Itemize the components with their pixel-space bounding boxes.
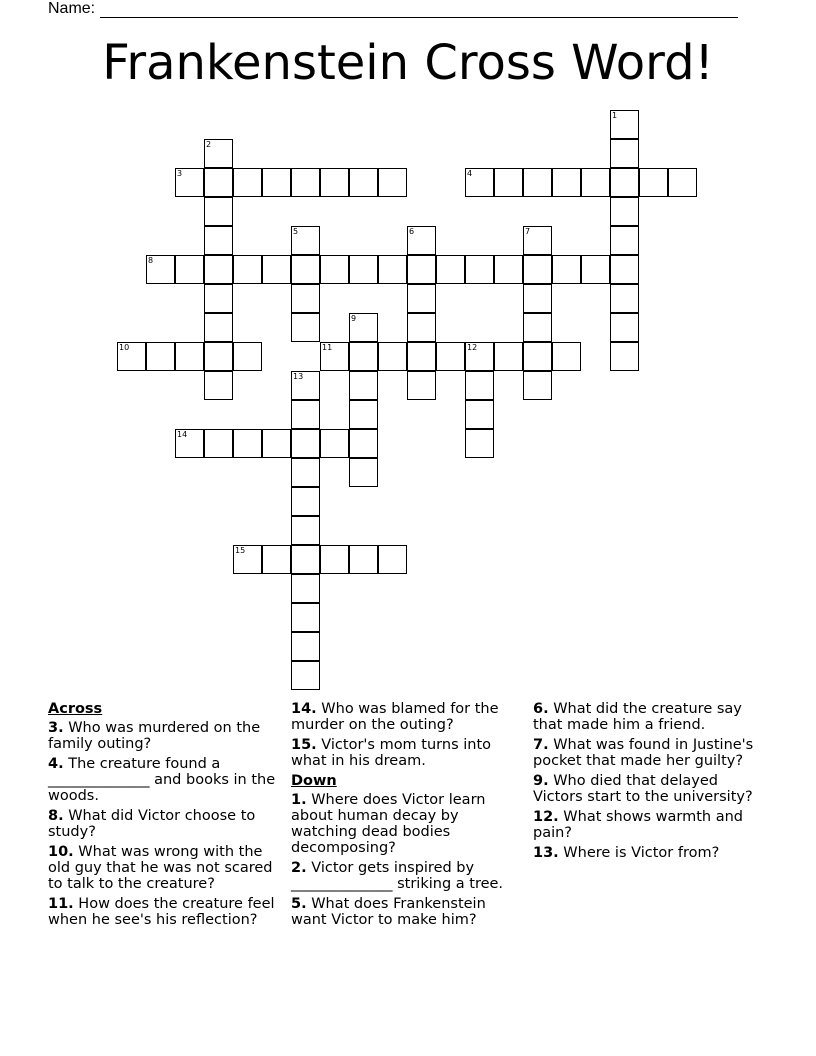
crossword-cell[interactable] <box>146 342 175 371</box>
crossword-cell[interactable] <box>639 168 668 197</box>
crossword-cell[interactable] <box>523 342 552 371</box>
clue-number: 4. <box>48 756 64 772</box>
crossword-cell[interactable] <box>204 342 233 371</box>
cell-number: 4 <box>467 169 473 178</box>
cell-number: 6 <box>409 227 415 236</box>
clue-down-12 <box>533 809 765 841</box>
crossword-cell[interactable] <box>291 255 320 284</box>
clue-text: Victor's mom turns into what in his dream. <box>291 737 492 769</box>
crossword-cell[interactable] <box>262 545 291 574</box>
crossword-cell[interactable] <box>262 168 291 197</box>
crossword-cell[interactable] <box>233 429 262 458</box>
cell-number: 14 <box>177 430 188 439</box>
crossword-cell[interactable] <box>610 255 639 284</box>
crossword-cell[interactable] <box>233 255 262 284</box>
crossword-cell[interactable] <box>175 168 204 197</box>
crossword-cell[interactable] <box>349 400 378 429</box>
clue-text: Where is Victor from? <box>563 845 720 861</box>
crossword-cell[interactable] <box>349 429 378 458</box>
clue-column-3 <box>533 701 765 865</box>
cell-number: 5 <box>293 227 299 236</box>
crossword-cell[interactable] <box>349 545 378 574</box>
crossword-cell[interactable] <box>668 168 697 197</box>
clue-across-10 <box>48 844 280 892</box>
clue-column-1 <box>48 701 280 932</box>
down-heading: Down <box>291 773 337 789</box>
clue-number: 1. <box>291 792 307 808</box>
clue-across-15 <box>291 737 523 769</box>
crossword-cell[interactable] <box>204 197 233 226</box>
clue-text: The creature found a ______________ and books in the woods. <box>48 756 276 804</box>
crossword-cell[interactable] <box>378 545 407 574</box>
cell-number: 9 <box>351 314 357 323</box>
clue-text: What did the creature say that made him a friend. <box>533 701 742 733</box>
crossword-cell[interactable] <box>349 458 378 487</box>
crossword-cell[interactable] <box>552 255 581 284</box>
crossword-cell[interactable] <box>610 139 639 168</box>
clue-number: 9. <box>533 773 549 789</box>
cell-number: 8 <box>148 256 154 265</box>
crossword-cell[interactable] <box>610 197 639 226</box>
crossword-cell[interactable] <box>204 313 233 342</box>
crossword-cell[interactable] <box>523 168 552 197</box>
crossword-cell[interactable] <box>175 429 204 458</box>
clue-number: 15. <box>291 737 317 753</box>
cell-number: 1 <box>612 111 618 120</box>
crossword-cell[interactable] <box>291 661 320 690</box>
crossword-cell[interactable] <box>407 371 436 400</box>
crossword-cell[interactable] <box>581 168 610 197</box>
crossword-cell[interactable] <box>436 342 465 371</box>
crossword-cell[interactable] <box>465 371 494 400</box>
crossword-cell[interactable] <box>233 168 262 197</box>
cell-number: 3 <box>177 169 183 178</box>
cell-number: 10 <box>119 343 130 352</box>
crossword-cell[interactable] <box>610 110 639 139</box>
crossword-cell[interactable] <box>262 429 291 458</box>
crossword-cell[interactable] <box>523 255 552 284</box>
crossword-cell[interactable] <box>610 226 639 255</box>
crossword-cell[interactable] <box>291 545 320 574</box>
clue-across-3 <box>48 720 280 752</box>
cell-number: 11 <box>322 343 333 352</box>
crossword-cell[interactable] <box>581 255 610 284</box>
crossword-cell[interactable] <box>320 429 349 458</box>
name-label: Name: <box>48 0 96 17</box>
clue-down-7 <box>533 737 765 769</box>
crossword-cell[interactable] <box>175 255 204 284</box>
clue-across-14 <box>291 701 523 733</box>
crossword-cell[interactable] <box>610 284 639 313</box>
clue-number: 8. <box>48 808 64 824</box>
crossword-cell[interactable] <box>349 168 378 197</box>
crossword-cell[interactable] <box>175 342 204 371</box>
crossword-cell[interactable] <box>494 342 523 371</box>
clue-text: Who died that delayed Victors start to the university? <box>533 773 753 805</box>
clue-number: 7. <box>533 737 549 753</box>
clue-text: What does Frankenstein want Victor to make him? <box>291 896 486 928</box>
crossword-cell[interactable] <box>378 342 407 371</box>
crossword-cell[interactable] <box>610 313 639 342</box>
cell-number: 7 <box>525 227 531 236</box>
crossword-cell[interactable] <box>349 313 378 342</box>
clue-text: What shows warmth and pain? <box>533 809 743 841</box>
clue-number: 11. <box>48 896 74 912</box>
crossword-cell[interactable] <box>117 342 146 371</box>
cell-number: 13 <box>293 372 304 381</box>
clue-down-6 <box>533 701 765 733</box>
crossword-cell[interactable] <box>610 342 639 371</box>
crossword-cell[interactable] <box>204 371 233 400</box>
crossword-cell[interactable] <box>378 168 407 197</box>
cell-number: 2 <box>206 140 212 149</box>
crossword-cell[interactable] <box>465 255 494 284</box>
crossword-cell[interactable] <box>291 632 320 661</box>
clue-text: How does the creature feel when he see's his reflection? <box>48 896 275 928</box>
crossword-cell[interactable] <box>494 168 523 197</box>
crossword-cell[interactable] <box>291 516 320 545</box>
crossword-cell[interactable] <box>523 226 552 255</box>
clue-down-2 <box>291 860 523 892</box>
clue-text: What did Victor choose to study? <box>48 808 256 840</box>
cell-number: 15 <box>235 546 246 555</box>
crossword-cell[interactable] <box>291 168 320 197</box>
crossword-cell[interactable] <box>465 400 494 429</box>
crossword-cell[interactable] <box>349 371 378 400</box>
crossword-cell[interactable] <box>378 255 407 284</box>
crossword-cell[interactable] <box>465 429 494 458</box>
crossword-cell[interactable] <box>146 255 175 284</box>
crossword-cell[interactable] <box>465 168 494 197</box>
clue-text: Who was blamed for the murder on the outing? <box>291 701 499 733</box>
crossword-cell[interactable] <box>523 371 552 400</box>
clue-down-13 <box>533 845 765 861</box>
crossword-cell[interactable] <box>407 284 436 313</box>
crossword-cell[interactable] <box>407 313 436 342</box>
crossword-cell[interactable] <box>320 168 349 197</box>
clue-column-2 <box>291 701 523 932</box>
crossword-cell[interactable] <box>552 168 581 197</box>
clue-across-4 <box>48 756 280 804</box>
crossword-cell[interactable] <box>291 487 320 516</box>
crossword-cell[interactable] <box>204 226 233 255</box>
crossword-cell[interactable] <box>407 342 436 371</box>
crossword-cell[interactable] <box>291 371 320 400</box>
crossword-cell[interactable] <box>320 545 349 574</box>
crossword-cell[interactable] <box>552 342 581 371</box>
crossword-cell[interactable] <box>291 226 320 255</box>
crossword-cell[interactable] <box>291 284 320 313</box>
crossword-cell[interactable] <box>494 255 523 284</box>
clue-number: 14. <box>291 701 317 717</box>
crossword-cell[interactable] <box>291 429 320 458</box>
crossword-cell[interactable] <box>291 313 320 342</box>
crossword-cell[interactable] <box>204 255 233 284</box>
clue-number: 3. <box>48 720 64 736</box>
crossword-cell[interactable] <box>407 226 436 255</box>
clue-number: 2. <box>291 860 307 876</box>
clue-number: 13. <box>533 845 559 861</box>
crossword-cell[interactable] <box>291 603 320 632</box>
clue-across-11 <box>48 896 280 928</box>
clue-down-5 <box>291 896 523 928</box>
crossword-cell[interactable] <box>233 342 262 371</box>
crossword-cell[interactable] <box>204 429 233 458</box>
clue-text: What was wrong with the old guy that he was not scared to talk to the creature? <box>48 844 273 892</box>
crossword-cell[interactable] <box>204 168 233 197</box>
crossword-cell[interactable] <box>291 400 320 429</box>
clue-number: 12. <box>533 809 559 825</box>
crossword-cell[interactable] <box>610 168 639 197</box>
crossword-cell[interactable] <box>349 255 378 284</box>
crossword-cell[interactable] <box>523 313 552 342</box>
clue-number: 5. <box>291 896 307 912</box>
cell-number: 12 <box>467 343 478 352</box>
clue-down-9 <box>533 773 765 805</box>
crossword-cell[interactable] <box>262 255 291 284</box>
across-heading: Across <box>48 701 103 717</box>
page-title: Frankenstein Cross Word! <box>102 35 714 91</box>
crossword-cell[interactable] <box>523 284 552 313</box>
crossword-cell[interactable] <box>349 342 378 371</box>
clue-text: Who was murdered on the family outing? <box>48 720 261 752</box>
crossword-cell[interactable] <box>204 284 233 313</box>
crossword-cell[interactable] <box>407 255 436 284</box>
crossword-cell[interactable] <box>233 545 262 574</box>
clue-across-8 <box>48 808 280 840</box>
crossword-cell[interactable] <box>320 255 349 284</box>
crossword-cell[interactable] <box>204 139 233 168</box>
clue-text: Victor gets inspired by ______________ striking a tree. <box>291 860 504 892</box>
clue-down-1 <box>291 792 523 856</box>
crossword-cell[interactable] <box>465 342 494 371</box>
crossword-cell[interactable] <box>320 342 349 371</box>
clue-number: 6. <box>533 701 549 717</box>
clue-number: 10. <box>48 844 74 860</box>
crossword-cell[interactable] <box>436 255 465 284</box>
crossword-cell[interactable] <box>291 458 320 487</box>
clue-text: What was found in Justine's pocket that made her guilty? <box>533 737 754 769</box>
clue-text: Where does Victor learn about human decay by watching dead bodies decomposing? <box>291 792 486 856</box>
crossword-cell[interactable] <box>291 574 320 603</box>
